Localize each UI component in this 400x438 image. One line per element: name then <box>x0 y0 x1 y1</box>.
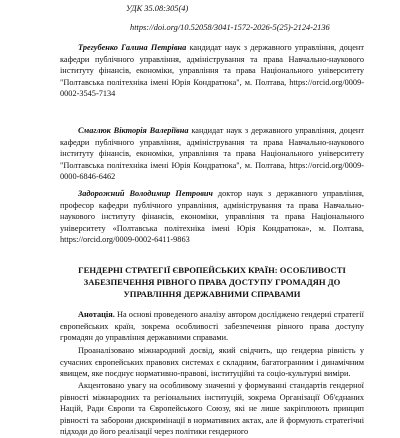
author-block-1 <box>60 42 364 100</box>
abstract-paragraph <box>60 309 364 344</box>
abstract-label: Анотація. <box>78 310 115 319</box>
author-block-3 <box>60 188 364 246</box>
author-details: кандидат наук з державного управління, доцент кафедри публічного управління, адміністрування та права Навчально-наукового інституту фінансів, економіки, управління та права Національного університету "Полтавська політехніка імені Юрія Кондратюка", м. Полтава, https://orcid.org/0009-0000-6846-6462 <box>60 126 365 182</box>
abstract-text: На основі проведеного аналізу автором досліджено гендерні стратегії європейських країн, зокрема особливості забезпечення рівного права доступу громадян до управління державними справами. <box>60 310 364 343</box>
author-details: кандидат наук з державного управління, доцент кафедри публічного управління, адміністрування та права Навчально-наукового інституту фінансів, економіки, управління та права Національного університету "Полтавська політехніка імені Юрія Кондратюка", м. Полтава, https://orcid.org/0009-0002-3545-7134 <box>60 43 364 99</box>
author-name: Трегубенко Галина Петрівна <box>78 43 187 52</box>
body-paragraph: Проаналізовано міжнародний досвід, який свідчить, що гендерна рівність у сучасних європейських правових системах є складним, багатогранним і динамічним явищем, яке поєднує нормативно-правові, інституційні та соціо-культурні виміри. <box>60 346 364 379</box>
author-name: Задорожний Володимир Петрович <box>78 189 213 198</box>
author-block-2 <box>60 125 364 183</box>
author-name: Смаглюк Вікторія Валеріївна <box>78 126 189 135</box>
author-details: доктор наук з державного управління, професор кафедри публічного управління, адміністрування та права Навчально-наукового інституту фінансів, економіки, управління та права Національного університету «Полтавська політехніка імені Юрія Кондратюка», м. Полтава, https://orcid.org/0009-0002-6411-9863 <box>60 189 364 245</box>
doi-link[interactable]: https://doi.org/10.52058/3041-1572-2026-5(25)-2124-2136 <box>130 23 330 32</box>
udk-code: УДК 35.08:305(4) <box>126 4 189 13</box>
body-paragraph: Акцентовано увагу на особливому значенні у формуванні стандартів гендерної рівності міжнародних та регіональних інституцій, зокрема Організації Об'єднаних Націй, Ради Європи та Європейського Союзу, які не лише закріплюють принцип рівності та заборони дискримінації в нормативних актах, але й формують стратегічні підходи до його реалізації через політики гендерного <box>60 381 364 437</box>
article-title: ГЕНДЕРНІ СТРАТЕГІЇ ЄВРОПЕЙСЬКИХ КРАЇН: ОСОБЛИВОСТІ ЗАБЕЗПЕЧЕННЯ РІВНОГО ПРАВА ДОСТУПУ ГРОМАДЯН ДО УПРАВЛІННЯ ДЕРЖАВНИМИ СПРАВАМИ <box>78 265 346 299</box>
